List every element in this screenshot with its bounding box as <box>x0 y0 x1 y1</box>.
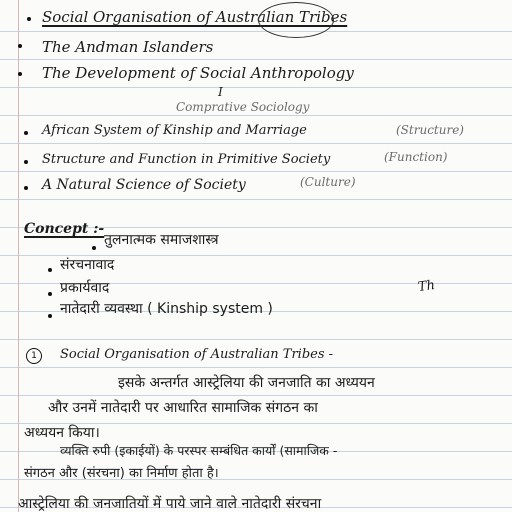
para3-line1: आस्ट्रेलिया की जनजातियों में पाये जाने वाले नातेदारी संरचना <box>18 496 322 512</box>
bullet <box>18 44 22 48</box>
section-title: Social Organisation of Australian Tribes - <box>60 347 334 362</box>
topic-3: The Development of Social Anthropology <box>42 64 354 82</box>
margin-mark: Th <box>417 277 437 296</box>
topic-6: A Natural Science of Society <box>42 177 246 193</box>
bullet <box>48 292 52 296</box>
bullet <box>48 314 52 318</box>
circle-annotation <box>258 2 334 38</box>
topic-2: The Andman Islanders <box>42 38 214 56</box>
bullet <box>24 160 28 164</box>
para2-line2: संगठन और (संरचना) का निर्माण होता है। <box>24 466 219 481</box>
concept-2: संरचनावाद <box>60 257 115 273</box>
para2-line1: व्यक्ति रुपी (इकाईयों) के परस्पर सम्बंधित कार्यों (सामाजिक - <box>60 443 338 458</box>
tag-function: (Function) <box>384 150 448 164</box>
bullet <box>92 246 96 250</box>
bullet <box>48 268 52 272</box>
concept-3: प्रकार्यवाद <box>60 280 110 296</box>
topic-1: Social Organisation of Australian Tribes <box>42 8 348 26</box>
arrow-mark: I <box>218 85 223 99</box>
para1-line1: इसके अन्तर्गत आस्ट्रेलिया की जनजाति का अध्ययन <box>118 375 375 391</box>
tag-culture: (Culture) <box>300 175 356 189</box>
comparative-note: Comprative Sociology <box>176 100 310 114</box>
section-number: 1 <box>26 348 42 364</box>
tag-structure: (Structure) <box>396 123 464 137</box>
concept-heading: Concept :- <box>24 221 105 237</box>
topic-5: Structure and Function in Primitive Society <box>42 152 331 167</box>
para1-line2: और उनमें नातेदारी पर आधारित सामाजिक संगठन का <box>48 400 318 416</box>
topic-4: African System of Kinship and Marriage <box>42 123 307 138</box>
margin-line <box>18 0 19 512</box>
bullet <box>18 72 22 76</box>
para1-line3: अध्ययन किया। <box>24 425 100 441</box>
bullet <box>27 17 31 21</box>
bullet <box>24 186 28 190</box>
concept-4: नातेदारी व्यवस्था ( Kinship system ) <box>60 301 273 317</box>
concept-1: तुलनात्मक समाजशास्त्र <box>104 232 219 248</box>
bullet <box>24 131 28 135</box>
